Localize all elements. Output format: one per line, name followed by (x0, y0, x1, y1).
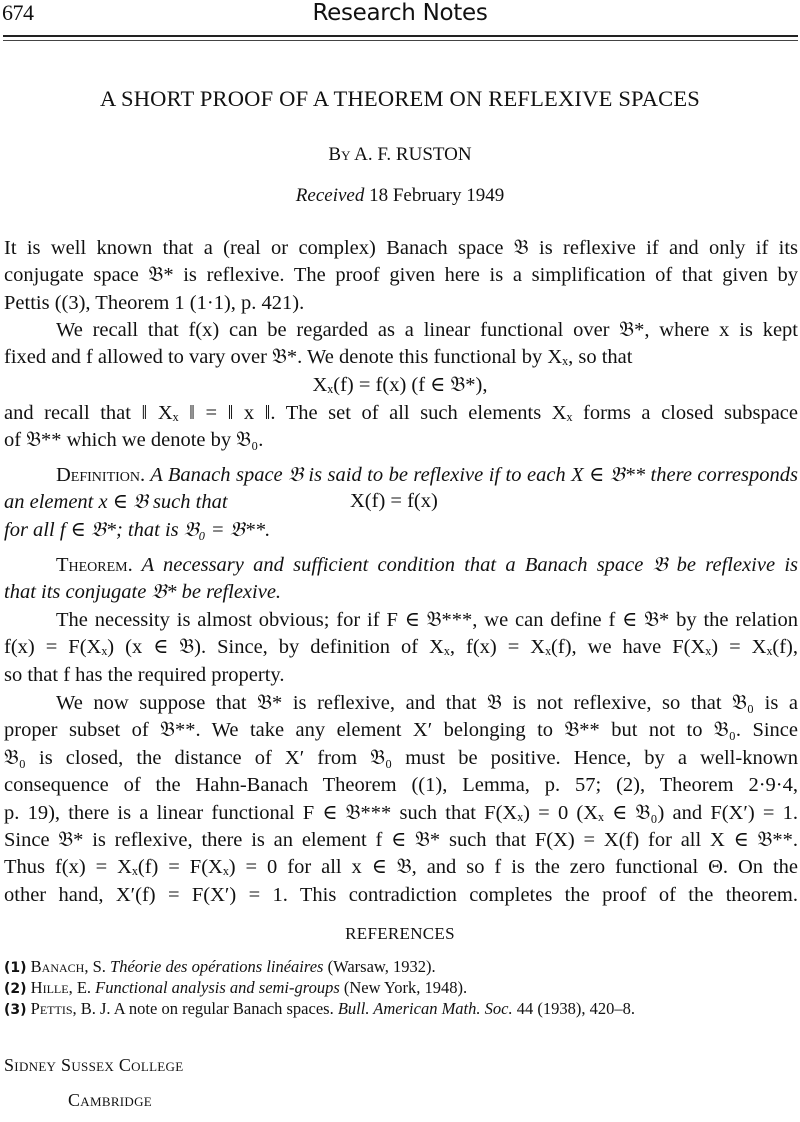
paragraph-necessity (4, 607, 798, 689)
article-title: A SHORT PROOF OF A THEOREM ON REFLEXIVE SPACES (99, 86, 701, 111)
text-line: Thus f(x) = Xₓ(f) = F(Xₓ) = 0 for all x ∈ 𝔅, and so f is the zero functional Θ. On the (4, 856, 798, 879)
paragraph-intro (4, 235, 798, 317)
text-line: proper subset of 𝔅**. We take any element X′ belonging to 𝔅** but not to 𝔅₀. Since (4, 719, 798, 742)
byline-prefix: By (328, 144, 351, 165)
equation-xx: Xₓ(f) = f(x) (f ∈ 𝔅*), (312, 374, 488, 396)
text-line: A necessary and sufficient condition that a Banach space 𝔅 be reflexive is (141, 554, 798, 576)
page-number: 674 (2, 0, 34, 25)
author-name: A. F. RUSTON (354, 144, 472, 165)
text-line: for all f ∈ 𝔅*; that is 𝔅₀ = 𝔅**. (4, 518, 271, 541)
paragraph-recall (4, 317, 798, 372)
text-line: p. 19), there is a linear functional F ∈ 𝔅*** such that F(Xₓ) = 0 (Xₓ ∈ 𝔅₀) and F(X′) = 1. (4, 801, 798, 824)
references-heading: REFERENCES (345, 924, 455, 943)
reference-number: (3) (4, 1002, 27, 1018)
text-line: fixed and f allowed to vary over 𝔅*. We denote this functional by Xₓ, so that (4, 346, 633, 369)
text-line: and recall that ‖ Xₓ ‖ = ‖ x ‖. The set of all such elements Xₓ forms a closed subspace (4, 402, 798, 424)
reference-item (4, 956, 798, 979)
theorem-block (4, 552, 798, 607)
text-line: Pettis ((3), Theorem 1 (1·1), p. 421). (4, 291, 305, 314)
text-line: conjugate space 𝔅* is reflexive. The proof given here is a simplification of that given by (4, 264, 798, 287)
paragraph-sufficiency (4, 690, 798, 909)
reference-author: Banach, S. (30, 957, 106, 976)
text-line: f(x) = F(Xₓ) (x ∈ 𝔅). Since, by definition of Xₓ, f(x) = Xₓ(f), we have F(Xₓ) = Xₓ(f), (4, 636, 798, 659)
header-rule-thick (3, 35, 798, 37)
reference-item (4, 977, 798, 1000)
received-date (0, 185, 800, 207)
text-line: We now suppose that 𝔅* is reflexive, and that 𝔅 is not reflexive, so that 𝔅₀ is a (56, 692, 798, 714)
running-title: Research Notes (312, 0, 488, 26)
reference-title: Functional analysis and semi-groups (95, 978, 340, 997)
definition-equation: X(f) = f(x) (350, 490, 438, 512)
reference-item (4, 998, 798, 1021)
text-line: A Banach space 𝔅 is said to be reflexive if to each X ∈ 𝔅** there corresponds (150, 464, 798, 486)
text-line: 𝔅₀ is closed, the distance of X′ from 𝔅₀ must be positive. Hence, by a well-known (4, 746, 798, 769)
text-line: Since 𝔅* is reflexive, there is an element f ∈ 𝔅* such that F(X) = X(f) for all X ∈ 𝔅**. (4, 829, 798, 852)
received-label: Received (295, 185, 365, 206)
reference-details: 44 (1938), 420–8. (516, 999, 635, 1018)
reference-number: (2) (4, 981, 27, 997)
address-line-2: Cambridge (68, 1090, 153, 1110)
text-line: The necessity is almost obvious; for if F ∈ 𝔅***, we can define f ∈ 𝔅* by the relation (56, 609, 798, 631)
reference-title: Théorie des opérations linéaires (110, 957, 324, 976)
reference-journal: Bull. American Math. Soc. (337, 999, 513, 1018)
text-line: of 𝔅** which we denote by 𝔅₀. (4, 429, 264, 452)
text-line: consequence of the Hahn-Banach Theorem ((1), Lemma, p. 57; (2), Theorem 2·9·4, (4, 774, 798, 797)
text-line: We recall that f(x) can be regarded as a linear functional over 𝔅*, where x is kept (56, 319, 798, 341)
received-value: 18 February 1949 (369, 185, 505, 206)
reference-details: (Warsaw, 1932). (327, 957, 436, 976)
text-line: so that f has the required property. (4, 663, 285, 686)
text-line: an element x ∈ 𝔅 such that (4, 491, 228, 514)
reference-number: (1) (4, 960, 27, 976)
reference-author: Hille, E. (30, 978, 92, 997)
byline (0, 144, 800, 166)
text-line: It is well known that a (real or complex) Banach space 𝔅 is reflexive if and only if its (4, 237, 798, 259)
reference-article-title: A note on regular Banach spaces. (113, 999, 334, 1018)
reference-author: Pettis, B. J. (30, 999, 111, 1018)
paragraph-subspace (4, 400, 798, 455)
address-line-1: Sidney Sussex College (4, 1055, 184, 1075)
reference-details: (New York, 1948). (343, 978, 468, 997)
theorem-label: Theorem. (56, 554, 133, 576)
text-line: that its conjugate 𝔅* be reflexive. (4, 581, 282, 604)
header-rule-thin (3, 40, 798, 41)
text-line: other hand, X′(f) = F(X′) = 1. This contradiction completes the proof of the theorem. (4, 883, 798, 906)
definition-label: Definition. (56, 464, 146, 486)
